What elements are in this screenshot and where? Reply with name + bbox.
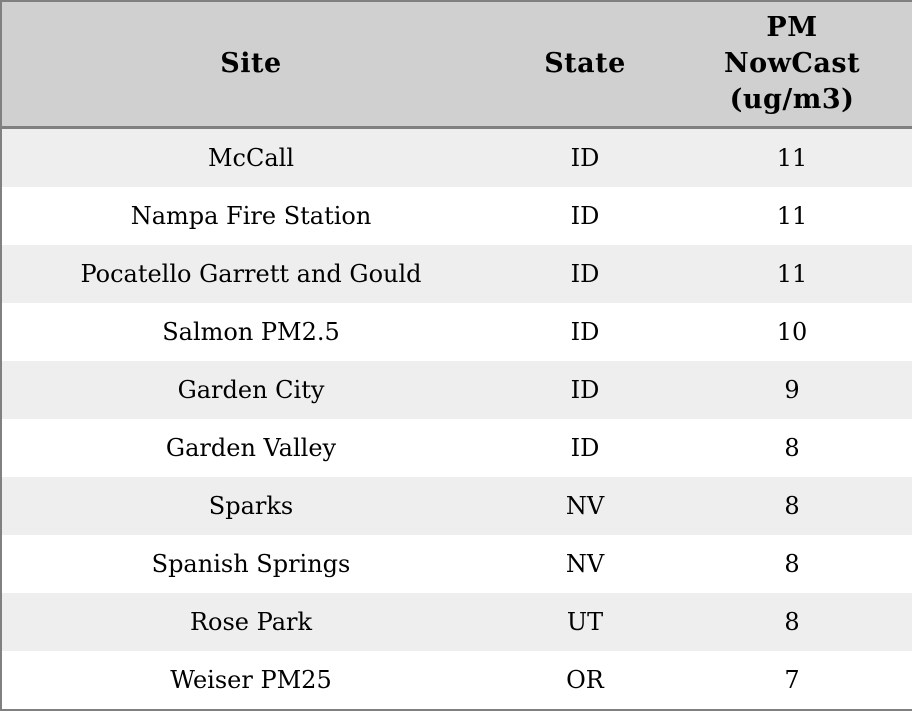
column-header-pm-nowcast <box>670 2 912 128</box>
cell-site: Rose Park <box>189 608 313 636</box>
cell-pm: 9 <box>784 376 800 404</box>
table-header <box>2 2 912 128</box>
column-header-site <box>2 2 500 128</box>
column-header-state-label: State <box>544 48 626 79</box>
column-header-site-label: Site <box>220 48 282 79</box>
column-header-state <box>500 2 670 128</box>
cell-state: NV <box>565 550 605 578</box>
table-row <box>2 361 912 419</box>
cell-site: Garden City <box>177 376 325 404</box>
cell-site: Salmon PM2.5 <box>162 318 340 346</box>
table-row <box>2 651 912 709</box>
cell-pm: 7 <box>784 666 800 694</box>
cell-pm: 11 <box>776 202 808 230</box>
table-body <box>2 128 912 710</box>
cell-pm: 10 <box>776 318 808 346</box>
table-row <box>2 593 912 651</box>
cell-site: Pocatello Garrett and Gould <box>80 260 422 288</box>
cell-site: Garden Valley <box>165 434 337 462</box>
cell-site: Spanish Springs <box>151 550 351 578</box>
cell-state: ID <box>570 434 600 462</box>
table-row <box>2 128 912 188</box>
table-row <box>2 477 912 535</box>
table-row <box>2 245 912 303</box>
cell-pm: 11 <box>776 260 808 288</box>
pm-nowcast-table <box>2 2 912 709</box>
cell-pm: 8 <box>784 492 800 520</box>
cell-state: ID <box>570 318 600 346</box>
cell-state: UT <box>566 608 604 636</box>
cell-pm: 11 <box>776 144 808 172</box>
cell-state: ID <box>570 144 600 172</box>
cell-state: ID <box>570 260 600 288</box>
cell-site: McCall <box>207 144 295 172</box>
cell-pm: 8 <box>784 434 800 462</box>
cell-state: ID <box>570 202 600 230</box>
cell-site: Weiser PM25 <box>170 666 332 694</box>
cell-pm: 8 <box>784 608 800 636</box>
table-row <box>2 187 912 245</box>
table-header-row <box>2 2 912 128</box>
cell-site: Nampa Fire Station <box>130 202 372 230</box>
table-row <box>2 303 912 361</box>
cell-pm: 8 <box>784 550 800 578</box>
cell-site: Sparks <box>208 492 294 520</box>
table-row <box>2 535 912 593</box>
cell-state: OR <box>566 666 604 694</box>
table-row <box>2 419 912 477</box>
column-header-pm-nowcast-label: PM NowCast (ug/m3) <box>723 12 861 115</box>
cell-state: ID <box>570 376 600 404</box>
cell-state: NV <box>565 492 605 520</box>
